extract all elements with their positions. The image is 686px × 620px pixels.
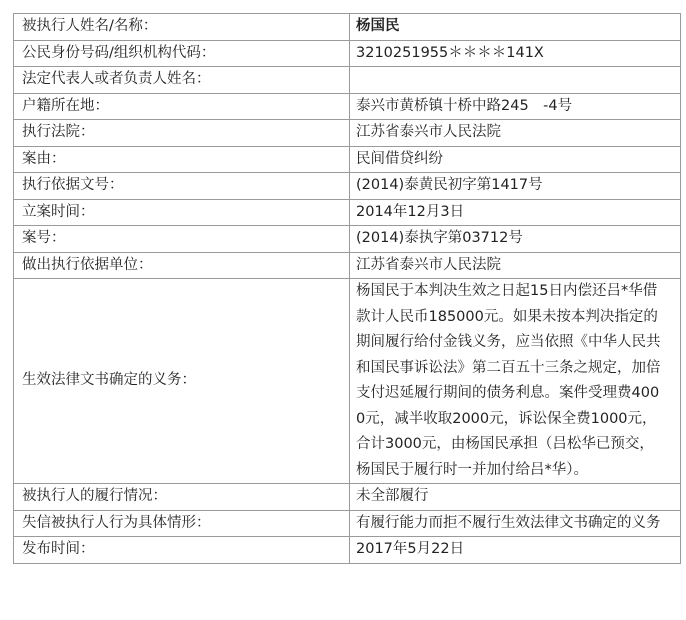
row-label-court: 执行法院：	[14, 120, 350, 147]
dishonest-debtor-table	[13, 13, 681, 564]
row-value-court: 江苏省泰兴市人民法院	[350, 120, 681, 147]
row-value-case-no: (2014)泰执字第03712号	[350, 226, 681, 253]
table-row	[14, 510, 681, 537]
record-container	[13, 13, 681, 564]
row-label-filing-date: 立案时间：	[14, 199, 350, 226]
row-value-name: 杨国民	[350, 14, 681, 41]
row-label-legal-rep: 法定代表人或者负责人姓名：	[14, 67, 350, 94]
row-label-cause: 案由：	[14, 146, 350, 173]
row-label-publish-date: 发布时间：	[14, 537, 350, 564]
row-value-behavior: 有履行能力而拒不履行生效法律文书确定的义务	[350, 510, 681, 537]
row-label-name: 被执行人姓名/名称：	[14, 14, 350, 41]
row-label-obligation: 生效法律文书确定的义务：	[14, 279, 350, 484]
row-value-obligation: 杨国民于本判决生效之日起15日内偿还吕*华借款计人民币185000元。如果未按本判决指定的期间履行给付金钱义务，应当依照《中华人民共和国民事诉讼法》第二百五十三条之规定，加倍支付迟延履行期间的债务利息。案件受理费4000元，减半收取2000元，诉讼保全费1000元，合计3000元，由杨国民承担（吕松华已预交，杨国民于履行时一并加付给吕*华）。	[350, 279, 681, 484]
table-row	[14, 252, 681, 279]
row-label-basis-unit: 做出执行依据单位：	[14, 252, 350, 279]
table-row	[14, 199, 681, 226]
table-row	[14, 40, 681, 67]
table-row	[14, 537, 681, 564]
row-label-behavior: 失信被执行人行为具体情形：	[14, 510, 350, 537]
row-value-basis-unit: 江苏省泰兴市人民法院	[350, 252, 681, 279]
row-label-performance: 被执行人的履行情况：	[14, 484, 350, 511]
row-value-legal-rep	[350, 67, 681, 94]
table-row	[14, 226, 681, 253]
row-value-cause: 民间借贷纠纷	[350, 146, 681, 173]
table-row	[14, 120, 681, 147]
row-value-basis-doc: (2014)泰黄民初字第1417号	[350, 173, 681, 200]
table-row	[14, 67, 681, 94]
row-value-performance: 未全部履行	[350, 484, 681, 511]
table-row	[14, 93, 681, 120]
row-value-domicile: 泰兴市黄桥镇十桥中路245 -4号	[350, 93, 681, 120]
table-row	[14, 146, 681, 173]
row-value-id: 3210251955＊＊＊＊141X	[350, 40, 681, 67]
table-row	[14, 14, 681, 41]
row-label-basis-doc: 执行依据文号：	[14, 173, 350, 200]
row-value-publish-date: 2017年5月22日	[350, 537, 681, 564]
table-row	[14, 279, 681, 484]
table-row	[14, 484, 681, 511]
row-label-case-no: 案号：	[14, 226, 350, 253]
row-label-id: 公民身份号码/组织机构代码：	[14, 40, 350, 67]
row-label-domicile: 户籍所在地：	[14, 93, 350, 120]
table-row	[14, 173, 681, 200]
row-value-filing-date: 2014年12月3日	[350, 199, 681, 226]
